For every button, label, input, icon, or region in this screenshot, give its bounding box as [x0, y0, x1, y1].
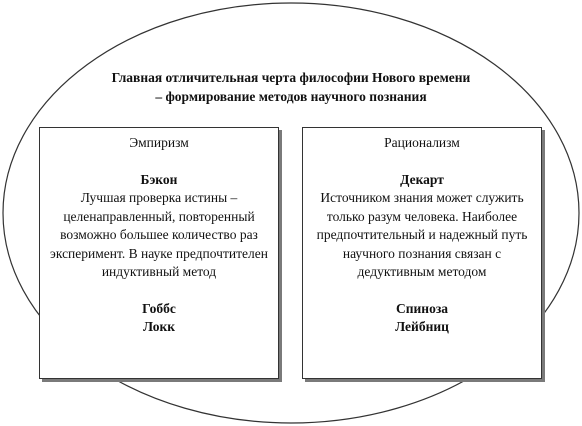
empiricism-description: Лучшая проверка истины – целенаправленный, повторенный возможно большее количество раз эксперимент. В науке предпочтителен индуктивный метод [50, 190, 268, 279]
heading-line-1: Главная отличительная черта философии Нового времени [111, 70, 471, 85]
spinoza-name: Спиноза [395, 300, 448, 316]
hobbes-name: Гоббс [142, 300, 176, 316]
heading-line-2: – формирование методов научного познания [155, 89, 427, 104]
locke-name: Локк [142, 319, 176, 334]
rationalism-description: Источником знания может служить только разум человека. Наиболее предпочтительный и надежный путь научного познания связан с дедуктивным методом [316, 190, 528, 279]
bacon-name: Бэкон [140, 171, 178, 187]
rationalism-title: Рационализм [384, 135, 460, 150]
rationalism-box [302, 127, 542, 379]
empiricism-title: Эмпиризм [129, 135, 189, 150]
descartes-name: Декарт [400, 171, 444, 187]
main-heading [60, 68, 522, 106]
leibniz-name: Лейбниц [395, 319, 449, 334]
empiricism-box [39, 127, 279, 379]
